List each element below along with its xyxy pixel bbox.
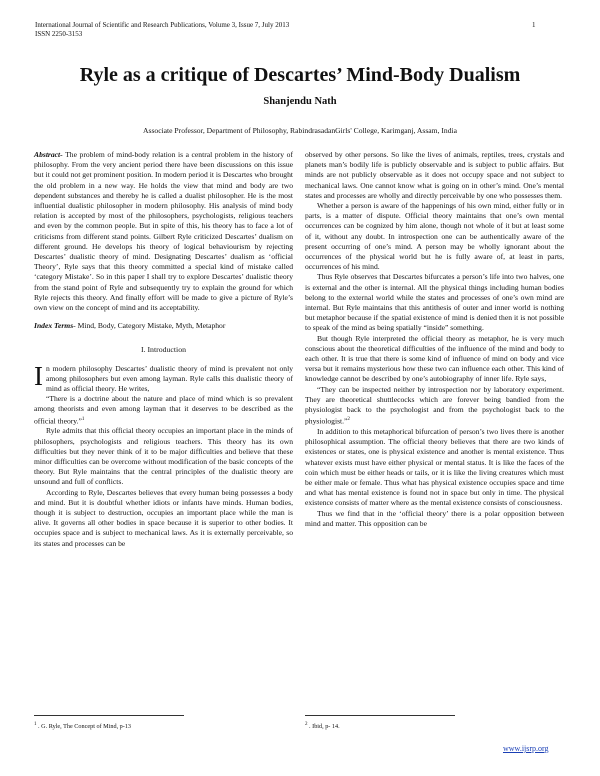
footnote-2-number: 2 (305, 722, 308, 727)
abstract (34, 150, 293, 313)
quote-2-ref[interactable]: 2 (347, 417, 350, 423)
footnote-rule-left (34, 715, 184, 716)
drop-cap: I (34, 360, 43, 391)
journal-header (35, 21, 289, 39)
footnote-1-text: . G. Ryle, The Concept of Mind, p-13 (36, 723, 132, 731)
issn: ISSN 2250-3153 (35, 30, 83, 38)
journal-website-link[interactable]: www.ijsrp.org (503, 744, 549, 753)
index-terms (34, 321, 293, 331)
paragraph: observed by other persons. So like the lives of animals, reptiles, trees, crystals and planets man’s bodily life is publicly observable and is subject to public affairs. But minds are not publicly observable as it does not occupy space and not subject to mechanical laws. One cannot know what is going on in other’s mind. One’s mental states and processes are wholly and directly perceivable by one who possesses them. (305, 150, 564, 200)
footnote-2-text: . Ibid, p- 14. (307, 723, 340, 731)
index-terms-label: Index Terms (34, 321, 74, 331)
author-affiliation: Associate Professor, Department of Philosophy, RabindrasadanGirls' College, Karimganj, Assam, India (143, 126, 457, 135)
paragraph: Thus Ryle observes that Descartes bifurcates a person’s life into two halves, one is external and the other is internal. All the physical things including human bodies belong to the external world while the states and processes of one’s own mind are internal. But Ryle maintains that this antithesis of outer and inner world is nothing but metaphor because if the spatial existence of mind is denied then it is not possible to speak of the mind as being spatially “inside” something. (305, 272, 564, 333)
footnote-2 (305, 722, 340, 730)
paragraph: Ryle admits that this official theory occupies an important place in the minds of philosophers, psychologists and religious teachers. This theory has its own difficulties but they never think of it to be major difficulties and believe that these minor difficulties can be overcome without modification of the basic concepts of the theory. But Ryle maintains that the central principles of the dualistic theory are unsound and full of conflicts. (34, 426, 293, 487)
abstract-label: Abstract- (34, 150, 63, 159)
author-name: Shanjendu Nath (263, 96, 337, 107)
quote-1-text: “There is a doctrine about the nature and place of mind which is so prevalent among theorists and even among layman that it deserves to be described as the official theory.” (34, 394, 293, 426)
quote-1 (34, 394, 293, 426)
paragraph: But though Ryle interpreted the official theory as metaphor, he is very much conscious about the theoretical difficulties of the influence of the mind and body to each other. It is true that there is some kind of influence of mind on body and vice versa but it remains mysterious how these two can influence each other. This kind of knowledge cannot be described by one’s autobiography of inner life. Ryle says, (305, 333, 564, 384)
footnote-rule-right (305, 715, 455, 716)
intro-text: n modern philosophy Descartes’ dualistic theory of mind is prevalent not only among philosophers but even among layman. Ryle calls this dualistic theory of mind as official theory. He writes, (46, 363, 293, 394)
journal-name: International Journal of Scientific and Research Publications, Volume 3, Issue 7, July 2013 (35, 21, 290, 29)
index-terms-text: - Mind, Body, Category Mistake, Myth, Metaphor (73, 321, 226, 331)
page-number: 1 (532, 21, 536, 29)
quote-2 (305, 385, 564, 427)
paragraph: In addition to this metaphorical bifurcation of person’s two lives there is another philosophical assumption. The official theory believes that there are two kinds of existences or states, one is physical existence and another is mental existence. Thus whatever exists must have either physical or mental status. It is like the faces of the coin which must be either heads or tails, or it is like the living creatures which must be either male or female. Thus what has physical existence occupies space and time and what has mental existence is found not in space but only in time. The physical existence consists of matter where as the mental existence consists of consciousness. (305, 427, 564, 508)
footnote-1-number: 1 (34, 722, 37, 727)
left-column (34, 150, 293, 549)
intro-paragraph (34, 360, 293, 395)
quote-2-text: “They can be inspected neither by introspection nor by laboratory experiment. They are theoretical shuttlecocks which are forever being bandied from the physiologist back to the psychologist and from the psychologist back to the physiologist.” (305, 384, 564, 426)
right-column (305, 150, 564, 529)
paragraph: Thus we find that in the ‘official theory’ there is a polar opposition between mind and matter. This opposition can be (305, 508, 564, 528)
footnote-1 (34, 722, 131, 730)
paragraph: According to Ryle, Descartes believes that every human being possesses a body and mind. But it is doubtful whether idiots or infants have minds. Human bodies, though it is subject to destruction, occupies an important place while the man is alive. It governs all other bodies in space because it is superior to other bodies. It occupies space and is subject to mechanical laws. As it is externally perceivable, so its states and processes can be (34, 487, 293, 548)
paragraph: Whether a person is aware of the happenings of his own mind, either fully or in parts, is a matter of dispute. Official theory maintains that one’s own mental occurrences can be cognized by him alone, though not whole of it but at least some of it, without any doubt. In introspection one can be authentically aware of the present occurring of one’s mind. A person may be wholly ignorant about the occurrences of the physical world but he is fully aware of, at least in parts, occurrences of his mind. (305, 201, 564, 272)
quote-1-ref[interactable]: 1 (81, 416, 85, 422)
section-heading: I. Introduction (140, 345, 187, 355)
paper-title: Ryle as a critique of Descartes’ Mind-Body Dualism (79, 64, 521, 86)
abstract-text: The problem of mind-body relation is a central problem in the history of philosophy. From the very ancient period there have been discussions on this issue but it could not get prominent position. In modern period it is Descartes who brought the old problem in a new way. He holds the view that mind and body are two dependent substances and thereby he is called a dualist philosopher. He is the most influential dualistic philosopher in modern philosophy. His analysis of mind body relation is accepted by most of the philosophers, psychologists, religious teachers and even by the common people. But in spite of this, his theory has to face a lot of criticisms from different stand points. Gilbert Ryle criticized Descartes’ dualism on different ground. He develops his theory of logical behaviourism by rejecting Descartes’ dualistic theory of mind. Designating Descartes’ dualism as ‘official Theory’, Ryle says that this theory committed a special kind of mistake called ‘category Mistake’. So in this paper I shall try to explore Descartes’ dualistic theory from the stand point of Ryle and subsequently try to explain the ground for which Ryle rejects this theory. And finally effort will be made to give a picture of Ryle’s own view on the concept of mind and its acceptability. (34, 150, 293, 313)
